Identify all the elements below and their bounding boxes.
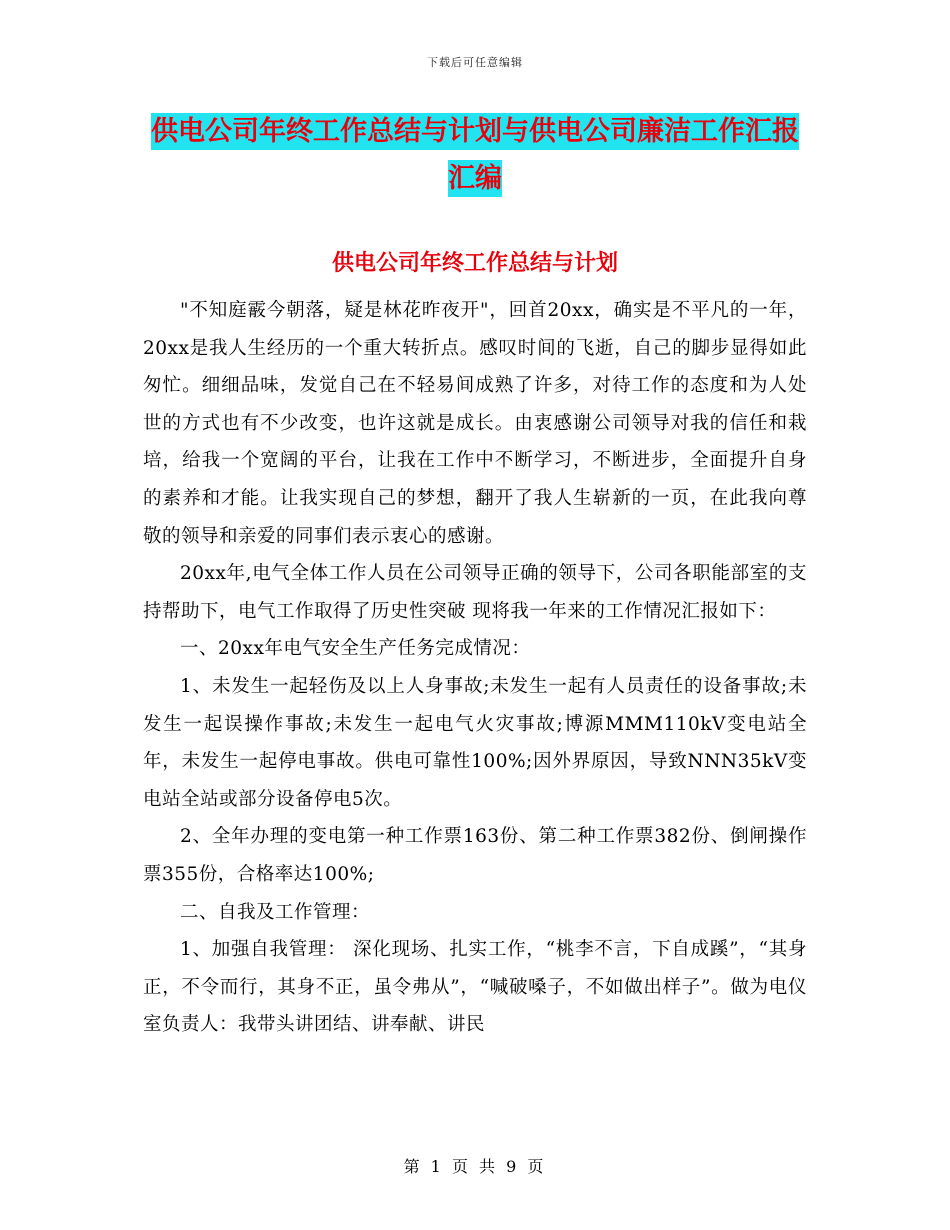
heading-safety-production: 一、20xx年电气安全生产任务完成情况：: [180, 638, 531, 660]
document-title: [140, 108, 810, 202]
paragraph-accidents: 1、未发生一起轻伤及以上人身事故;未发生一起有人员责任的设备事故;未发生一起误操作事故;未发生一起电气火灾事故;博源MMM110kV变电站全年，未发生一起停电事故。供电可靠性100%;因外界原因，导致NNN35kV变电站全站或部分设备停电5次。: [143, 675, 807, 810]
heading-self-management: 二、自我及工作管理：: [180, 901, 371, 923]
paragraph-self-management: 1、加强自我管理： 深化现场、扎实工作，“桃李不言，下自成蹊”，“其身正，不令而行，其身不正，虽令弗从”，“喊破嗓子，不如做出样子”。做为电仪室负责人：我带头讲团结、讲奉献、讲民: [143, 939, 807, 1036]
paragraph-summary-lead: 20xx年,电气全体工作人员在公司领导正确的领导下，公司各职能部室的支持帮助下，电气工作取得了历史性突破 现将我一年来的工作情况汇报如下：: [143, 563, 807, 622]
document-title-text: 供电公司年终工作总结与计划与供电公司廉洁工作汇报汇编: [151, 113, 799, 197]
page-header-note: 下载后可任意编辑: [427, 56, 523, 69]
page-footer: 第 1 页 共 9 页: [403, 1157, 547, 1176]
document-body: [143, 292, 807, 1044]
paragraph-work-tickets: 2、全年办理的变电第一种工作票163份、第二种工作票382份、倒闸操作票355份，合格率达100%;: [143, 826, 807, 885]
paragraph-intro: "不知庭霰今朝落，疑是林花昨夜开"，回首20xx，确实是不平凡的一年，20xx是我人生经历的一个重大转折点。感叹时间的飞逝，自己的脚步显得如此匆忙。细细品味，发觉自己在不轻易间成熟了许多，对待工作的态度和为人处世的方式也有不少改变，也许这就是成长。由衷感谢公司领导对我的信任和栽培，给我一个宽阔的平台，让我在工作中不断学习，不断进步，全面提升自身的素养和才能。让我实现自己的梦想，翻开了我人生崭新的一页，在此我向尊敬的领导和亲爱的同事们表示衷心的感谢。: [143, 300, 807, 547]
section-title: 供电公司年终工作总结与计划: [331, 250, 618, 276]
